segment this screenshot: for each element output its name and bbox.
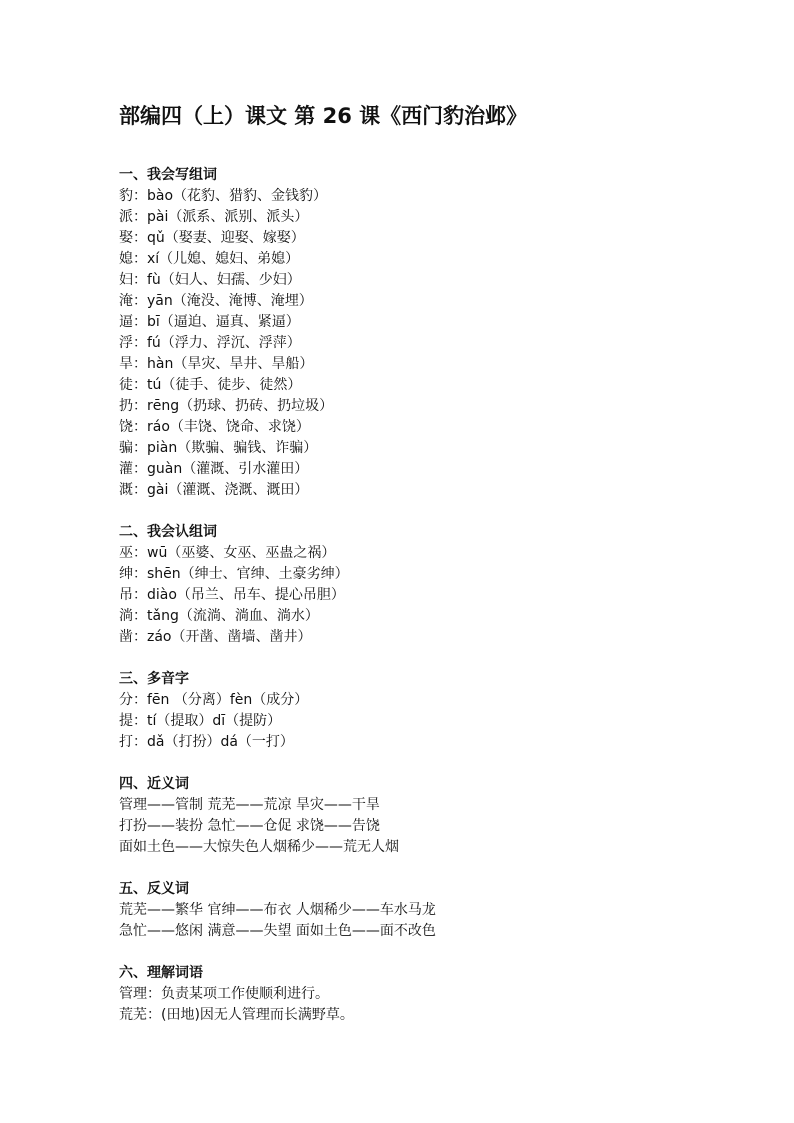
section-heading: 二、我会认组词: [119, 524, 217, 540]
entry-line: 绅：shēn（绅士、官绅、土豪劣绅）: [119, 566, 349, 582]
section-2: [119, 522, 759, 648]
entry-line: 豹：bào（花豹、猎豹、金钱豹）: [119, 188, 328, 204]
entry-line: 灌：guàn（灌溉、引水灌田）: [119, 461, 309, 477]
entry-line: 骗：piàn（欺骗、骗钱、诈骗）: [119, 440, 318, 456]
entry-line: 媳：xí（儿媳、媳妇、弟媳）: [119, 251, 300, 267]
entry-line: 旱：hàn（旱灾、旱井、旱船）: [119, 356, 314, 372]
section-6: [119, 963, 759, 1026]
entry-line: 逼：bī（逼迫、逼真、紧逼）: [119, 314, 300, 330]
section-spacer: [119, 648, 759, 669]
section-spacer: [119, 501, 759, 522]
entry-line: 妇：fù（妇人、妇孺、少妇）: [119, 272, 301, 288]
entry-line: 饶：ráo（丰饶、饶命、求饶）: [119, 419, 310, 435]
entry-line: 扔：rēng（扔球、扔砖、扔垃圾）: [119, 398, 334, 414]
section-heading: 三、多音字: [119, 671, 189, 687]
entry-line: 浮：fú（浮力、浮沉、浮萍）: [119, 335, 301, 351]
entry-line: 荒芜：(田地)因无人管理而长满野草。: [119, 1007, 354, 1023]
entry-line: 娶：qǔ（娶妻、迎娶、嫁娶）: [119, 230, 305, 246]
entry-line: 吊：diào（吊兰、吊车、提心吊胆）: [119, 587, 345, 603]
section-spacer: [119, 942, 759, 963]
section-4: [119, 774, 759, 858]
entry-line: 分：fēn （分离）fèn（成分）: [119, 692, 309, 708]
entry-line: 派：pài（派系、派别、派头）: [119, 209, 309, 225]
document-page: [119, 102, 759, 1026]
document-title: 部编四（上）课文 第 26 课《西门豹治邺》: [119, 104, 528, 128]
section-heading: 五、反义词: [119, 881, 189, 897]
entry-line: 提：tí（提取）dī（提防）: [119, 713, 282, 729]
section-heading: 四、近义词: [119, 776, 189, 792]
sections-container: [119, 165, 759, 1026]
section-spacer: [119, 753, 759, 774]
entry-line: 溉：gài（灌溉、浇溉、溉田）: [119, 482, 309, 498]
title-spacer: [119, 130, 759, 165]
section-5: [119, 879, 759, 942]
entry-line: 淌：tǎng（流淌、淌血、淌水）: [119, 608, 319, 624]
section-1: [119, 165, 759, 501]
entry-line: 徒：tú（徒手、徒步、徒然）: [119, 377, 302, 393]
entry-line: 打：dǎ（打扮）dá（一打）: [119, 734, 294, 750]
entry-line: 管理：负责某项工作使顺利进行。: [119, 986, 329, 1002]
section-heading: 一、我会写组词: [119, 167, 217, 183]
entry-line: 急忙——悠闲 满意——失望 面如土色——面不改色: [119, 923, 436, 939]
entry-line: 淹：yān（淹没、淹博、淹埋）: [119, 293, 313, 309]
entry-line: 管理——管制 荒芜——荒凉 旱灾——干旱: [119, 797, 380, 813]
entry-line: 面如土色——大惊失色人烟稀少——荒无人烟: [119, 839, 399, 855]
entry-line: 荒芜——繁华 官绅——布衣 人烟稀少——车水马龙: [119, 902, 436, 918]
entry-line: 打扮——装扮 急忙——仓促 求饶——告饶: [119, 818, 380, 834]
entry-line: 巫：wū（巫婆、女巫、巫蛊之祸）: [119, 545, 336, 561]
section-spacer: [119, 858, 759, 879]
section-3: [119, 669, 759, 753]
entry-line: 凿：záo（开凿、凿墙、凿井）: [119, 629, 312, 645]
section-heading: 六、理解词语: [119, 965, 203, 981]
